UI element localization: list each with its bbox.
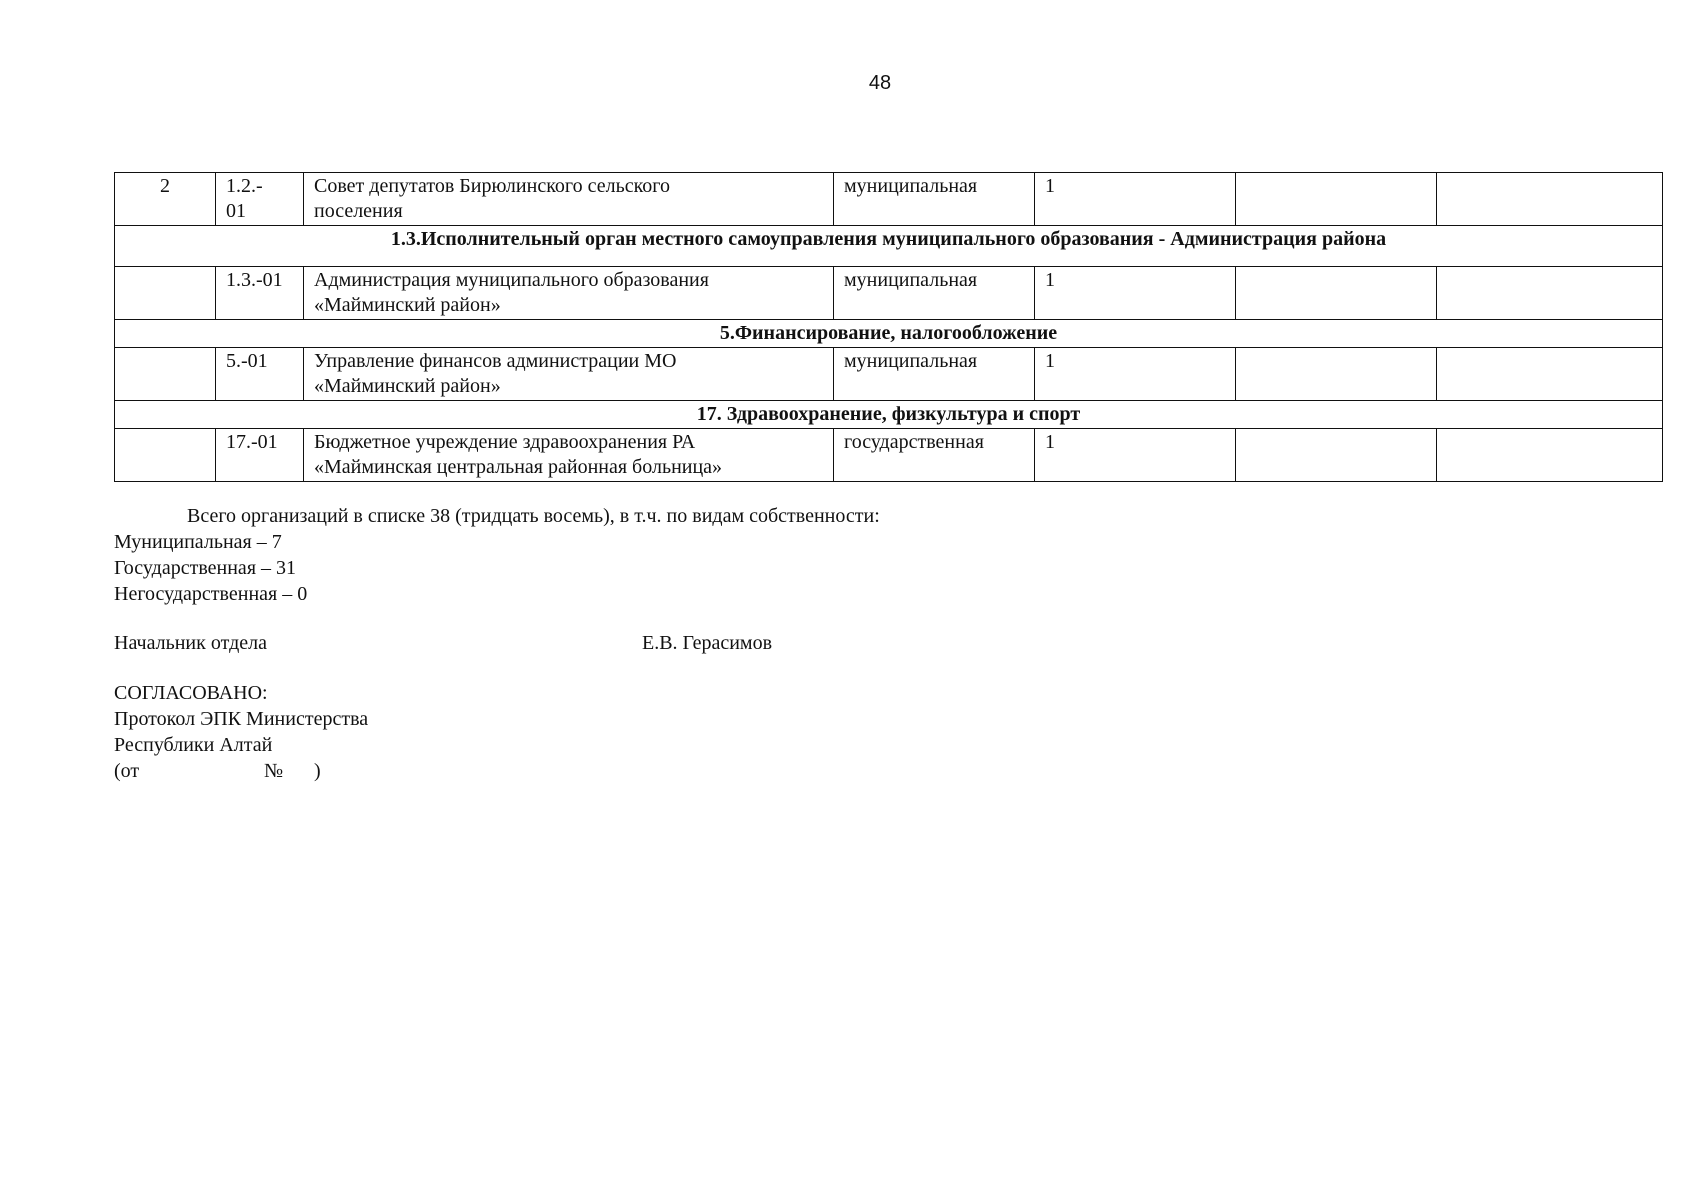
approval-reference — [114, 758, 514, 784]
row-ownership: муниципальная — [834, 348, 1035, 401]
summary-state: Государственная – 31 — [114, 557, 297, 579]
organizations-table — [114, 172, 1663, 482]
row-number: 2 — [115, 173, 216, 226]
row-number — [115, 429, 216, 482]
table-row — [115, 267, 1663, 320]
signature-position: Начальник отдела — [114, 632, 267, 654]
section-title: 5.Финансирование, налогообложение — [115, 320, 1663, 348]
row-empty-cell — [1437, 267, 1663, 320]
row-count: 1 — [1035, 348, 1236, 401]
summary-block — [114, 503, 880, 607]
row-empty-cell — [1437, 348, 1663, 401]
row-organization-name — [304, 429, 834, 482]
row-empty-cell — [1236, 348, 1437, 401]
row-organization-name — [304, 348, 834, 401]
row-organization-name — [304, 173, 834, 226]
summary-nonstate: Негосударственная – 0 — [114, 583, 308, 605]
table-row — [115, 173, 1663, 226]
row-empty-cell — [1236, 173, 1437, 226]
row-ownership: муниципальная — [834, 267, 1035, 320]
row-organization-text: Управление финансов администрации МО «Майминский район» — [314, 350, 677, 397]
approval-ref-close: ) — [314, 760, 321, 782]
table-section-row — [115, 320, 1663, 348]
row-organization-name — [304, 267, 834, 320]
signature-name: Е.В. Герасимов — [642, 632, 773, 654]
approval-heading: СОГЛАСОВАНО: — [114, 682, 268, 704]
approval-line-1: Протокол ЭПК Министерства — [114, 708, 369, 730]
row-empty-cell — [1437, 429, 1663, 482]
table-section-row — [115, 401, 1663, 429]
table-section-row — [115, 226, 1663, 267]
section-title: 1.3.Исполнительный орган местного самоуправления муниципального образования - Администрация района — [115, 226, 1663, 267]
approval-ref-open: (от — [114, 760, 140, 782]
row-ownership: государственная — [834, 429, 1035, 482]
row-count: 1 — [1035, 267, 1236, 320]
summary-municipal: Муниципальная – 7 — [114, 531, 282, 553]
page-number: 48 — [868, 72, 892, 94]
table-row — [115, 429, 1663, 482]
row-ownership: муниципальная — [834, 173, 1035, 226]
row-code: 17.-01 — [216, 429, 304, 482]
approval-block — [114, 680, 514, 784]
row-empty-cell — [1437, 173, 1663, 226]
row-code: 1.3.-01 — [216, 267, 304, 320]
row-organization-text: Администрация муниципального образования «Майминский район» — [314, 269, 709, 316]
row-count: 1 — [1035, 173, 1236, 226]
row-number — [115, 267, 216, 320]
approval-ref-number: № — [264, 760, 284, 782]
row-empty-cell — [1236, 429, 1437, 482]
table-row — [115, 348, 1663, 401]
signature-block — [114, 630, 1014, 656]
summary-intro: Всего организаций в списке 38 (тридцать восемь), в т.ч. по видам собственности: — [187, 505, 880, 527]
row-code: 5.-01 — [216, 348, 304, 401]
approval-line-2: Республики Алтай — [114, 734, 273, 756]
row-organization-text: Бюджетное учреждение здравоохранения РА «Майминская центральная районная больница» — [314, 431, 723, 478]
row-count: 1 — [1035, 429, 1236, 482]
row-organization-text: Совет депутатов Бирюлинского сельского поселения — [314, 175, 670, 222]
row-number — [115, 348, 216, 401]
row-empty-cell — [1236, 267, 1437, 320]
row-code-text: 1.2.- 01 — [226, 175, 263, 222]
row-code — [216, 173, 304, 226]
section-title: 17. Здравоохранение, физкультура и спорт — [115, 401, 1663, 429]
